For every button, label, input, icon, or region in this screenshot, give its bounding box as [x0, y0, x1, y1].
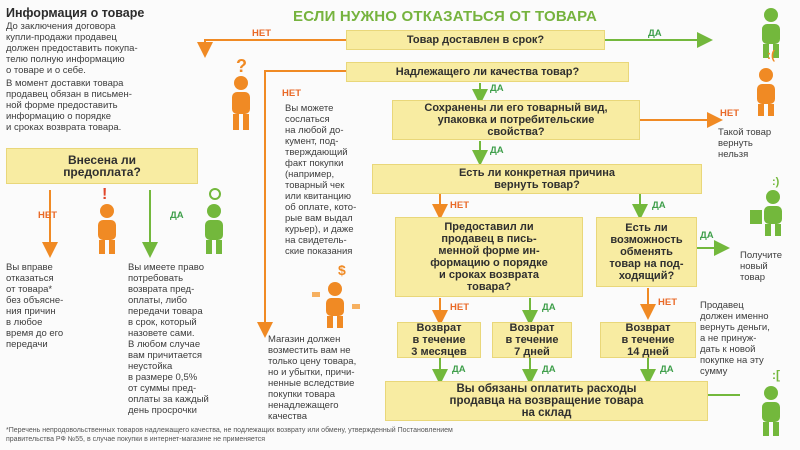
arrow-q1-no	[205, 40, 346, 50]
q6-no-label: НЕТ	[658, 297, 677, 308]
prepay-no-text: Вы вправе отказаться от товара* без объясне- ния причин в любое время до его передачи	[6, 262, 64, 350]
question-quality: Надлежащего ли качества товар?	[346, 62, 629, 82]
result-7-days: Возврат в течение 7 дней	[492, 322, 572, 358]
q3-yes-label: ДА	[490, 145, 504, 156]
r1-yes-label: ДА	[452, 364, 466, 375]
footnote: *Перечень непродовольственных товаров надлежащего качества, не подлежащих возврату или обмену, утвержденный Постановлением правительства РФ №55, в случае покупки в интернет-магазине не применяется	[6, 427, 453, 443]
question-person-icon: ?	[222, 62, 262, 132]
result-3-months: Возврат в течение 3 месяцев	[397, 322, 481, 358]
right-text-new-product: Получите новый товар	[740, 250, 782, 283]
q6-yes-label: ДА	[700, 230, 714, 241]
prepay-yes-text: Вы имеете право потребовать возврата пред- оплаты, либо передачи товара в срок, который назовете сами. В любом случае вам причитается неустойка в размере 0,5% от суммы пред- оплаты за каждый день просрочки	[128, 262, 209, 416]
q1-no-label: НЕТ	[252, 28, 271, 39]
right-text-refund: Продавец должен именно вернуть деньги, а не принуж- дать к новой покупке на эту сумму	[700, 300, 770, 377]
right-text-nonreturnable: Такой товар вернуть нельзя	[718, 127, 772, 160]
exclamation-person-icon: !	[88, 188, 128, 258]
info-text-1: До заключения договора купли-продажи продавец должен предоставить покупа- телю полную информацию о товаре и о себе.	[6, 21, 138, 76]
q4-yes-label: ДА	[652, 200, 666, 211]
result-14-days: Возврат в течение 14 дней	[600, 322, 696, 358]
q5-no-label: НЕТ	[450, 302, 469, 313]
middle-text-2: Магазин должен возместить вам не только цену товара, но и убытки, причи- ненные вследствие покупки товара ненадлежащего качества	[268, 334, 357, 422]
prepay-no-label: НЕТ	[38, 210, 57, 221]
q4-no-label: НЕТ	[450, 200, 469, 211]
info-heading: Информация о товаре	[6, 6, 145, 20]
question-delivered-on-time: Товар доставлен в срок?	[346, 30, 605, 50]
r2-yes-label: ДА	[542, 364, 556, 375]
info-text-2: В момент доставки товара продавец обязан в письмен- ной форме предоставить информацию о порядке и сроках возврата товара.	[6, 78, 132, 133]
q2-yes-label: ДА	[490, 83, 504, 94]
q3-no-label: НЕТ	[720, 108, 739, 119]
prepay-yes-label: ДА	[170, 210, 184, 221]
shopping-person-icon: :)	[748, 176, 796, 238]
question-reason: Есть ли конкретная причина вернуть товар?	[372, 164, 702, 194]
question-exchange: Есть ли возможность обменять товар на под- ходящий?	[596, 217, 697, 287]
sad-person-icon: :(	[745, 48, 795, 118]
page-title: ЕСЛИ НУЖНО ОТКАЗАТЬСЯ ОТ ТОВАРА	[293, 8, 598, 25]
middle-text-1: Вы можете сослаться на любой до- кумент, под- тверждающий факт покупки (например, товарный чек или квитанцию об оплате, кото- рые вам выдал курьер), и даже на свидетель- ские показания	[285, 103, 357, 257]
q5-yes-label: ДА	[542, 302, 556, 313]
unhappy-person-icon: :[	[748, 368, 794, 440]
prepay-question: Внесена ли предоплата?	[6, 148, 198, 184]
question-seller-info: Предоставил ли продавец в пись- менной форме ин- формацию о порядке и сроках возврата товара?	[395, 217, 583, 297]
r3-yes-label: ДА	[660, 364, 674, 375]
money-person-icon: $	[310, 262, 366, 330]
q2-no-label: НЕТ	[282, 88, 301, 99]
question-appearance: Сохранены ли его товарный вид, упаковка и потребительские свойства?	[392, 100, 640, 140]
q1-yes-label: ДА	[648, 28, 662, 39]
final-shipping-costs: Вы обязаны оплатить расходы продавца на возвращение товара на склад	[385, 381, 708, 421]
clock-person-icon	[195, 188, 235, 258]
